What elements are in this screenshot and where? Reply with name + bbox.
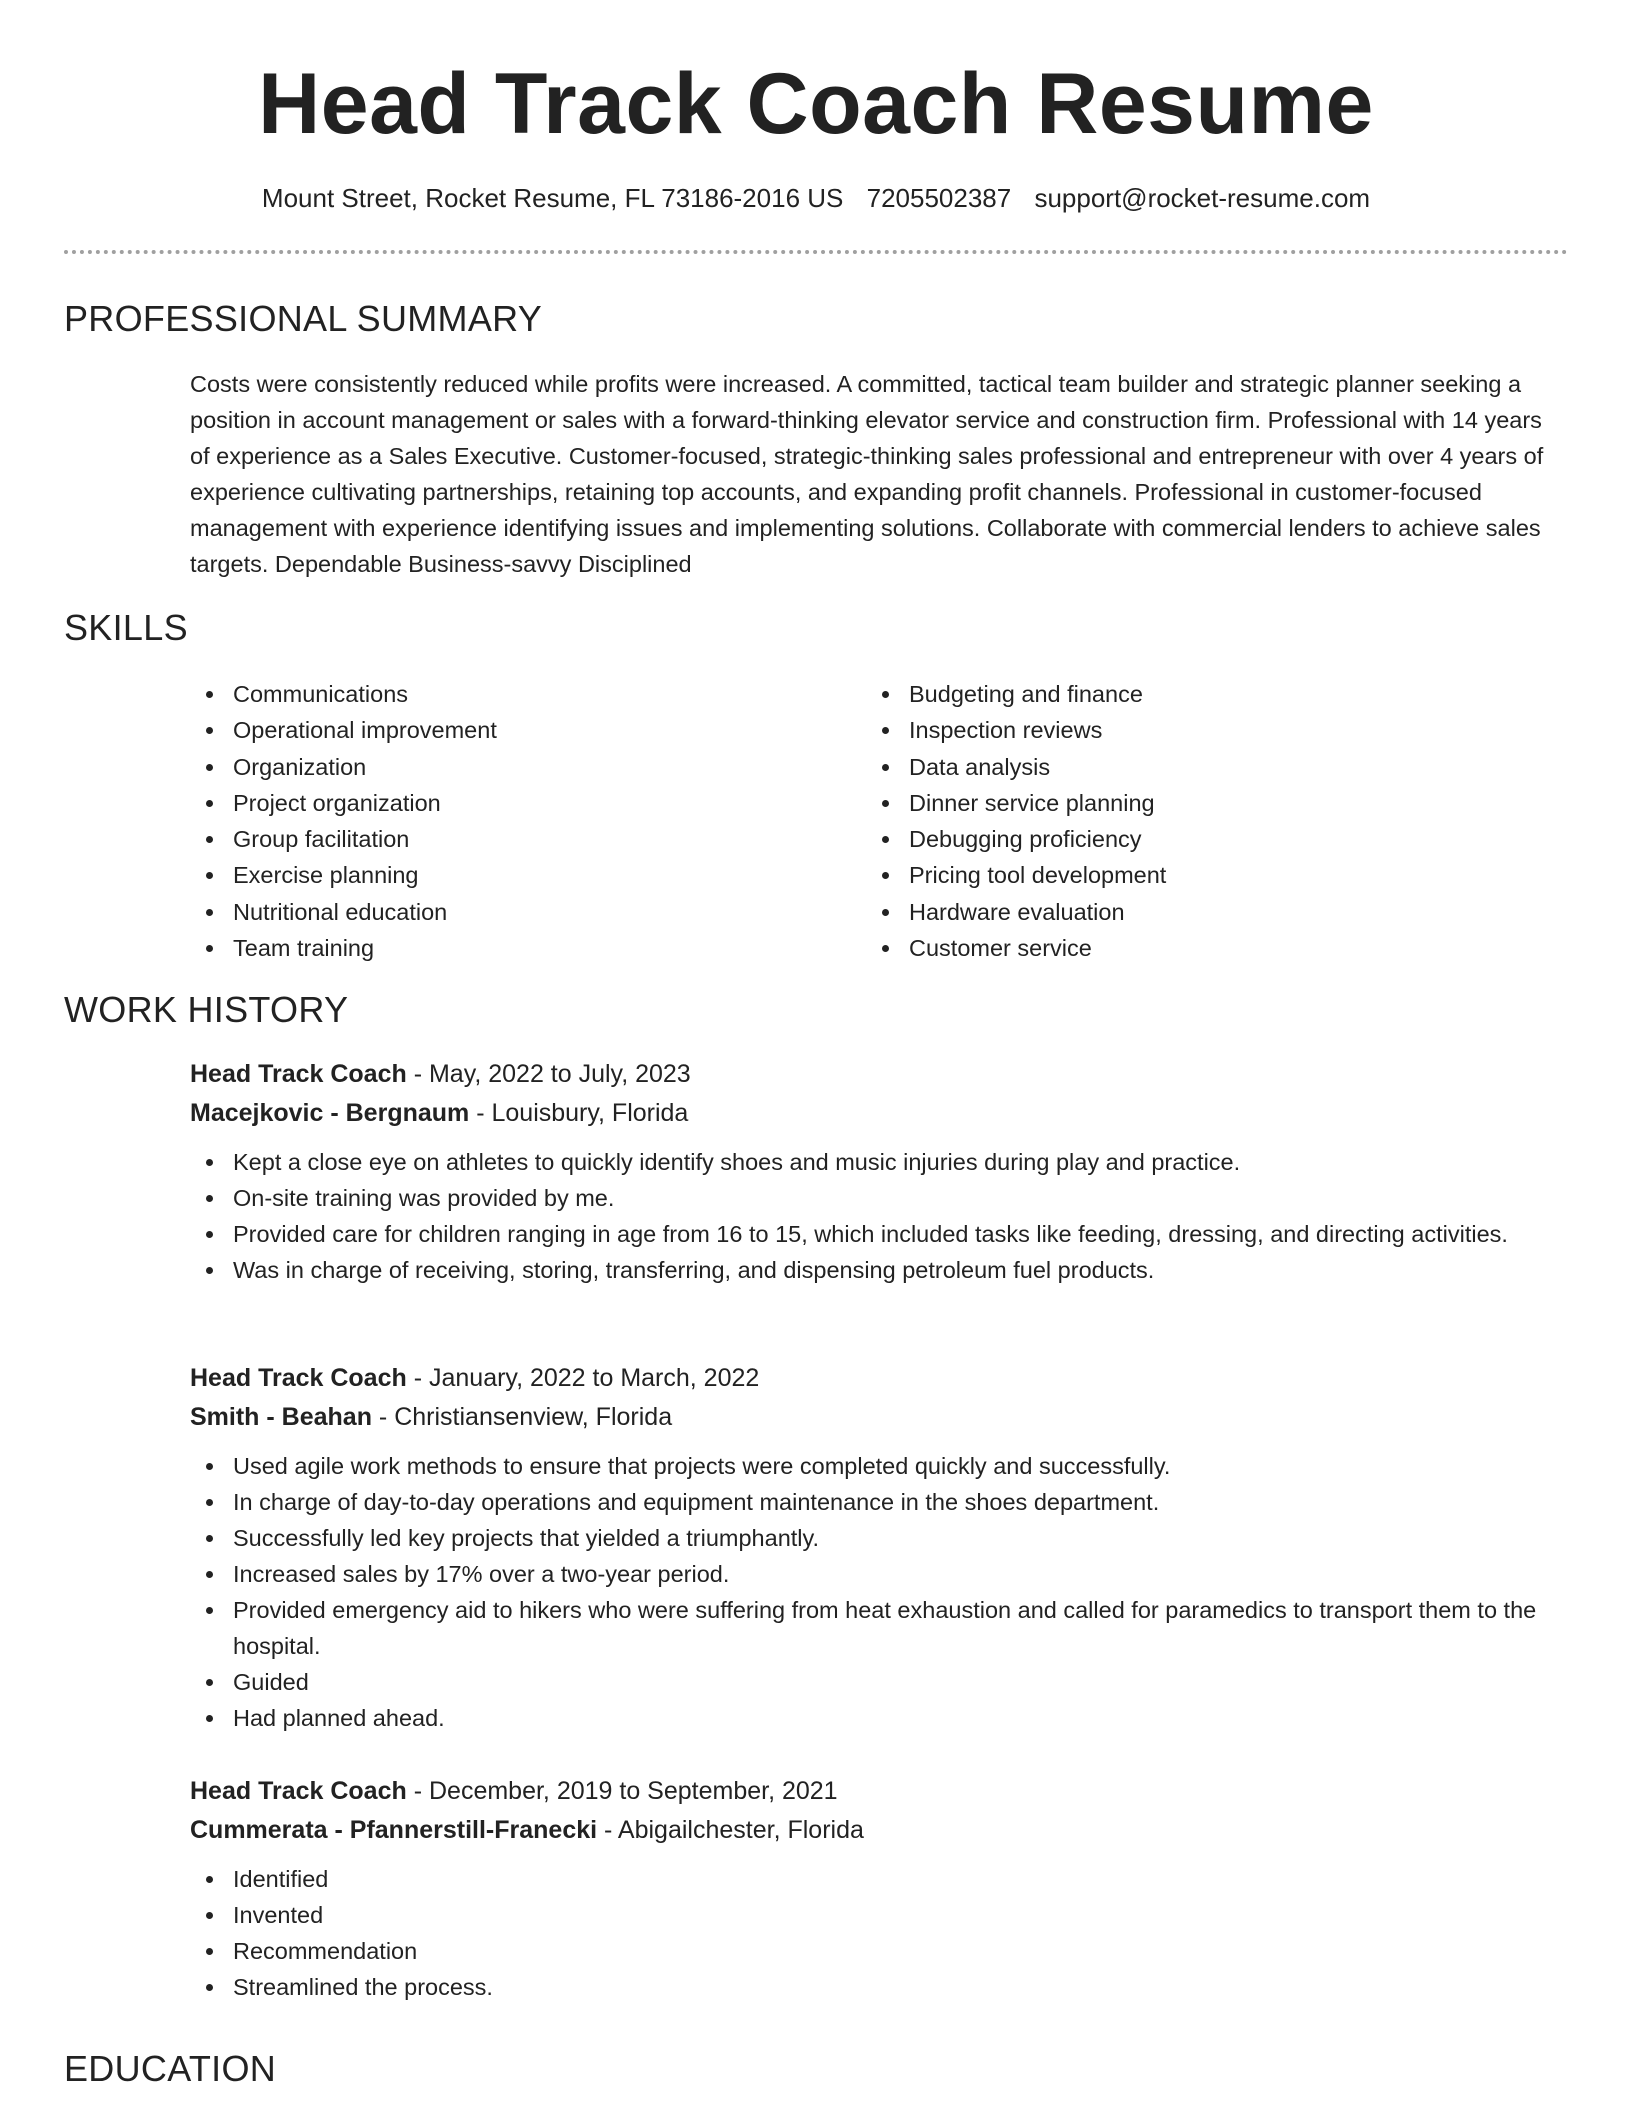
job-company-line [190, 1811, 1562, 1850]
job-duty: Identified [190, 1861, 1562, 1897]
contact-line [0, 180, 1632, 216]
job-title-line [190, 1359, 1562, 1398]
skill-item: Customer service [866, 930, 1556, 966]
job-location: - Louisbury, Florida [469, 1099, 689, 1127]
skill-item: Debugging proficiency [866, 821, 1556, 857]
section-title-work-history: WORK HISTORY [64, 989, 349, 1030]
skill-item: Inspection reviews [866, 712, 1556, 748]
job-duty: Recommendation [190, 1933, 1562, 1969]
job-duty: Guided [190, 1664, 1562, 1700]
summary-text: Costs were consistently reduced while profits were increased. A committed, tactical team builder and strategic planner seeking a position in account management or sales with a forward-thinking elevator service and construction firm. Professional with 14 years of experience as a Sales Executive. Customer-focused, strategic-thinking sales professional and entrepreneur with over 4 years of experience cultivating partnerships, retaining top accounts, and expanding profit channels. Professional in customer-focused management with experience identifying issues and implementing solutions. Collaborate with commercial lenders to achieve sales targets. Dependable Business-savvy Disciplined [190, 371, 1544, 577]
contact-phone: 7205502387 [866, 183, 1012, 213]
job-dates: - May, 2022 to July, 2023 [406, 1060, 691, 1088]
skill-item: Operational improvement [190, 712, 830, 748]
job-duties-list [190, 1144, 1562, 1288]
job-company: Smith - Beahan [190, 1403, 372, 1431]
skill-item: Organization [190, 749, 830, 785]
job-company: Macejkovic - Bergnaum [190, 1099, 470, 1127]
job-duty: Increased sales by 17% over a two-year period. [190, 1556, 1562, 1592]
section-title-summary: PROFESSIONAL SUMMARY [64, 298, 543, 339]
skill-item: Dinner service planning [866, 785, 1556, 821]
job-company-line [190, 1398, 1562, 1437]
job-title: Head Track Coach [190, 1060, 407, 1088]
job-title-line [190, 1055, 1562, 1094]
skill-item: Hardware evaluation [866, 894, 1556, 930]
skill-item: Nutritional education [190, 894, 830, 930]
contact-email: support@rocket-resume.com [1034, 183, 1371, 213]
job-location: - Abigailchester, Florida [597, 1816, 864, 1844]
job-company-line [190, 1094, 1562, 1133]
job-duty: In charge of day-to-day operations and equipment maintenance in the shoes department. [190, 1484, 1562, 1520]
job-duty: Provided care for children ranging in age from 16 to 15, which included tasks like feeding, dressing, and directing activities. [190, 1216, 1562, 1252]
section-title-education: EDUCATION [64, 2048, 277, 2089]
contact-address: Mount Street, Rocket Resume, FL 73186-2016 US [261, 183, 844, 213]
job-location: - Christiansenview, Florida [371, 1403, 673, 1431]
skills-list-right [866, 676, 1556, 966]
job-duty: On-site training was provided by me. [190, 1180, 1562, 1216]
job-duty: Invented [190, 1897, 1562, 1933]
job-dates: - January, 2022 to March, 2022 [406, 1364, 760, 1392]
job-title-line [190, 1772, 1562, 1811]
skill-item: Data analysis [866, 749, 1556, 785]
job-duties-list [190, 1861, 1562, 2005]
skill-item: Team training [190, 930, 830, 966]
resume-title: Head Track Coach Resume [258, 56, 1374, 152]
job-duty: Successfully led key projects that yielded a triumphantly. [190, 1520, 1562, 1556]
job-company: Cummerata - Pfannerstill-Franecki [190, 1816, 598, 1844]
skill-item: Group facilitation [190, 821, 830, 857]
skill-item: Pricing tool development [866, 857, 1556, 893]
work-entry [190, 1055, 1562, 1288]
skill-item: Exercise planning [190, 857, 830, 893]
skill-item: Project organization [190, 785, 830, 821]
header-divider [64, 250, 1568, 254]
work-entry [190, 1772, 1562, 2005]
job-duty: Streamlined the process. [190, 1969, 1562, 2005]
work-entry [190, 1359, 1562, 1736]
job-duty: Had planned ahead. [190, 1700, 1562, 1736]
job-duty: Kept a close eye on athletes to quickly identify shoes and music injuries during play and practice. [190, 1144, 1562, 1180]
job-dates: - December, 2019 to September, 2021 [406, 1777, 838, 1805]
skill-item: Budgeting and finance [866, 676, 1556, 712]
skill-item: Communications [190, 676, 830, 712]
job-duty: Was in charge of receiving, storing, transferring, and dispensing petroleum fuel products. [190, 1252, 1562, 1288]
job-duties-list [190, 1448, 1562, 1736]
skills-list-left [190, 676, 830, 966]
job-duty: Provided emergency aid to hikers who were suffering from heat exhaustion and called for paramedics to transport them to the hospital. [190, 1592, 1562, 1664]
section-title-skills: SKILLS [64, 607, 188, 648]
job-duty: Used agile work methods to ensure that projects were completed quickly and successfully. [190, 1448, 1562, 1484]
job-title: Head Track Coach [190, 1364, 407, 1392]
job-title: Head Track Coach [190, 1777, 407, 1805]
